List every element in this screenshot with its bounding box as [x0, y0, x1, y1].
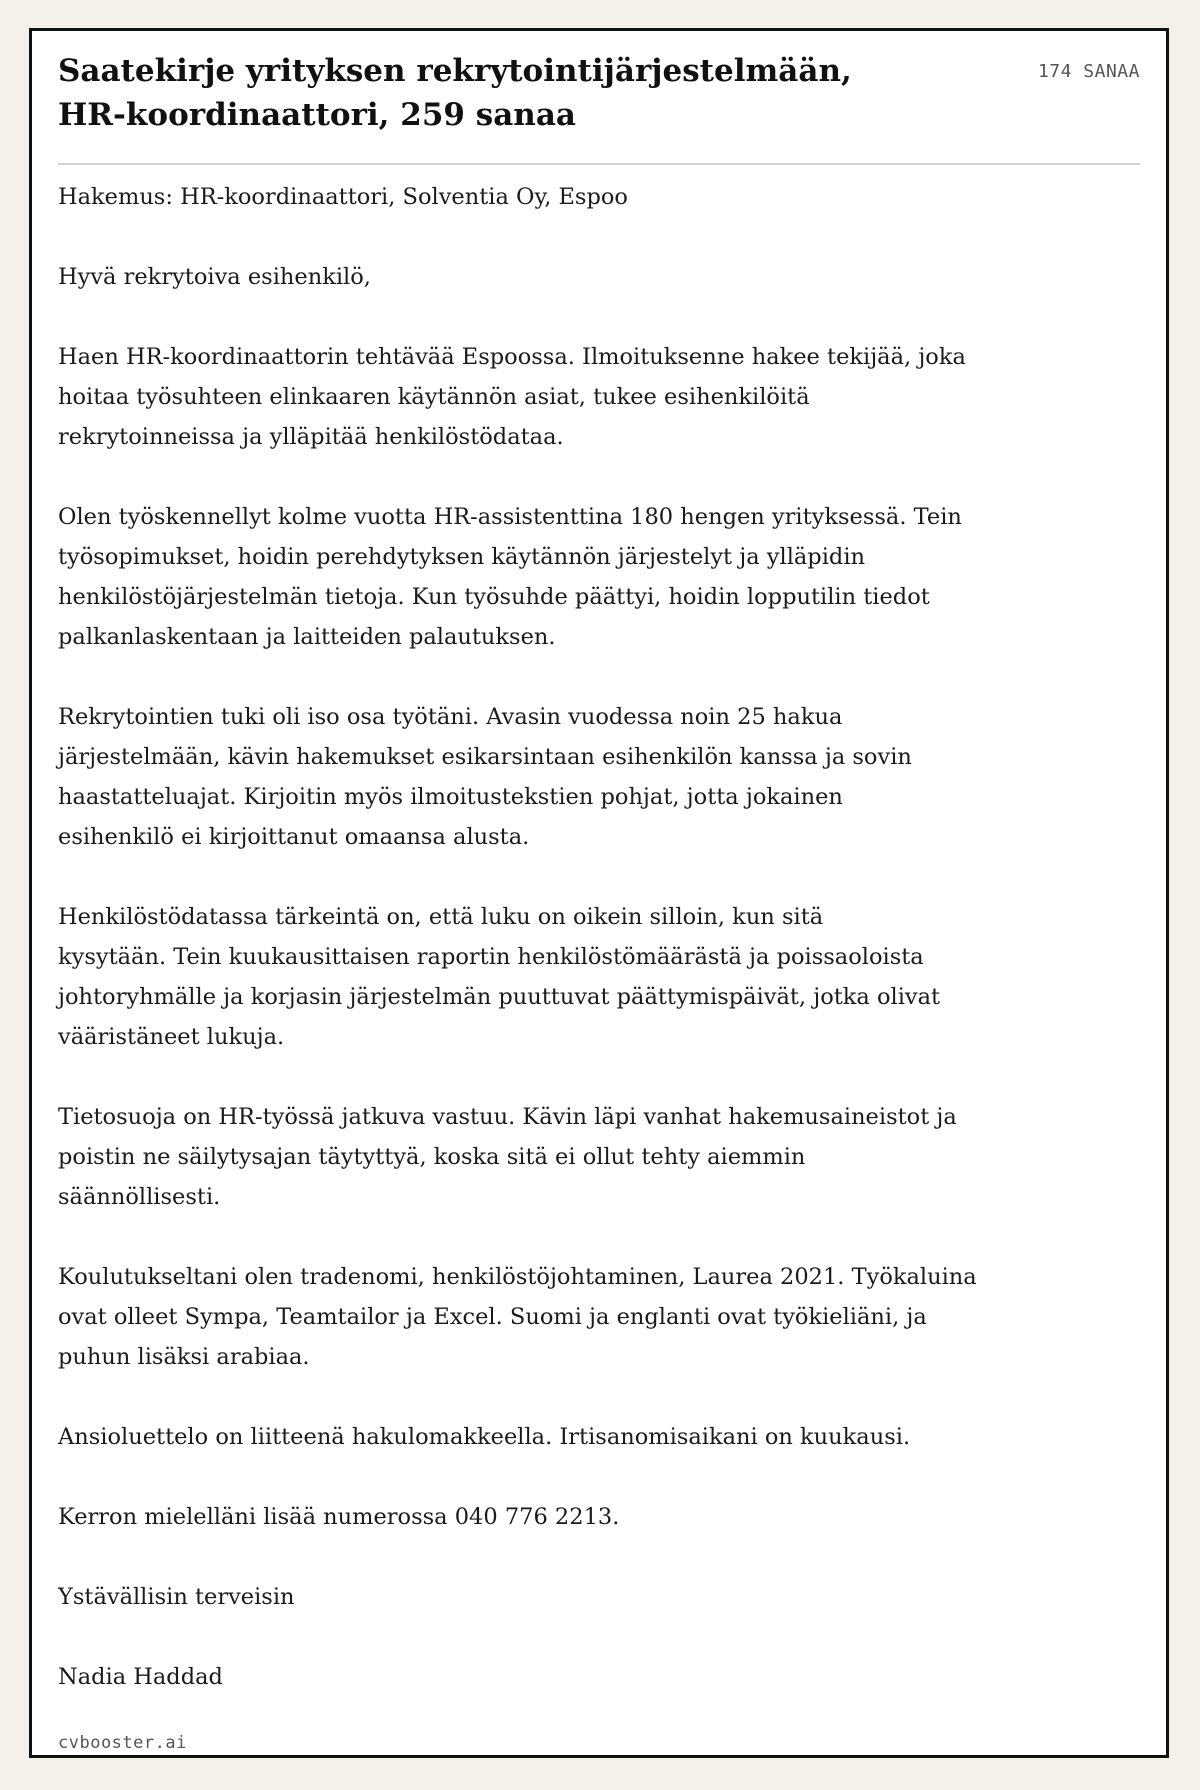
line: haastatteluajat. Kirjoitin myös ilmoitustekstien pohjat, jotta jokainen: [58, 784, 843, 810]
line: Henkilöstödatassa tärkeintä on, että luku on oikein silloin, kun sitä: [58, 904, 824, 930]
subject-line: Hakemus: HR-koordinaattori, Solventia Oy, Espoo: [58, 184, 628, 210]
line: säännöllisesti.: [58, 1184, 221, 1210]
letter-body: [58, 177, 1038, 1737]
line: Koulutukseltani olen tradenomi, henkilöstöjohtaminen, Laurea 2021. Työkaluina: [58, 1264, 977, 1290]
paragraph-experience: [58, 497, 1038, 657]
line: työsopimukset, hoidin perehdytyksen käytännön järjestelyt ja ylläpidin: [58, 544, 866, 570]
paragraph-attachment: Ansioluettelo on liitteenä hakulomakkeella. Irtisanomisaikani on kuukausi.: [58, 1424, 911, 1450]
paragraph-contact: Kerron mielelläni lisää numerossa 040 776 2213.: [58, 1504, 620, 1530]
title-line-1: Saatekirje yrityksen rekrytointijärjestelmään,: [58, 53, 852, 89]
paragraph-intro: [58, 337, 1038, 457]
paragraph-education: [58, 1257, 1038, 1377]
letter-title: [58, 49, 958, 137]
word-count-badge: 174 SANAA: [1037, 61, 1140, 82]
letter-card: [29, 28, 1169, 1758]
line: hoitaa työsuhteen elinkaaren käytännön asiat, tukee esihenkilöitä: [58, 384, 810, 410]
line: palkanlaskentaan ja laitteiden palautuksen.: [58, 624, 556, 650]
closing: Ystävällisin terveisin: [58, 1584, 295, 1610]
line: Tietosuoja on HR-työssä jatkuva vastuu. Kävin läpi vanhat hakemusaineistot ja: [58, 1104, 957, 1130]
greeting: Hyvä rekrytoiva esihenkilö,: [58, 264, 371, 290]
line: Olen työskennellyt kolme vuotta HR-assistenttina 180 hengen yrityksessä. Tein: [58, 504, 962, 530]
line: järjestelmään, kävin hakemukset esikarsintaan esihenkilön kanssa ja sovin: [58, 744, 912, 770]
line: esihenkilö ei kirjoittanut omaansa alusta.: [58, 824, 530, 850]
line: Rekrytointien tuki oli iso osa työtäni. Avasin vuodessa noin 25 hakua: [58, 704, 843, 730]
line: rekrytoinneissa ja ylläpitää henkilöstödataa.: [58, 424, 564, 450]
line: kysytään. Tein kuukausittaisen raportin henkilöstömäärästä ja poissaoloista: [58, 944, 924, 970]
paragraph-privacy: [58, 1097, 1038, 1217]
line: johtoryhmälle ja korjasin järjestelmän puuttuvat päättymispäivät, jotka olivat: [58, 984, 941, 1010]
paragraph-data: [58, 897, 1038, 1057]
letter-header: [58, 49, 1140, 165]
line: puhun lisäksi arabiaa.: [58, 1344, 310, 1370]
line: poistin ne säilytysajan täytyttyä, koska sitä ei ollut tehty aiemmin: [58, 1144, 806, 1170]
line: ovat olleet Sympa, Teamtailor ja Excel. Suomi ja englanti ovat työkieliäni, ja: [58, 1304, 927, 1330]
line: Haen HR-koordinaattorin tehtävää Espoossa. Ilmoituksenne hakee tekijää, joka: [58, 344, 966, 370]
line: vääristäneet lukuja.: [58, 1024, 285, 1050]
signature: Nadia Haddad: [58, 1664, 223, 1690]
paragraph-recruitment: [58, 697, 1038, 857]
brand-footer: cvbooster.ai: [58, 1733, 187, 1753]
line: henkilöstöjärjestelmän tietoja. Kun työsuhde päättyi, hoidin lopputilin tiedot: [58, 584, 930, 610]
title-line-2: HR-koordinaattori, 259 sanaa: [58, 97, 577, 133]
